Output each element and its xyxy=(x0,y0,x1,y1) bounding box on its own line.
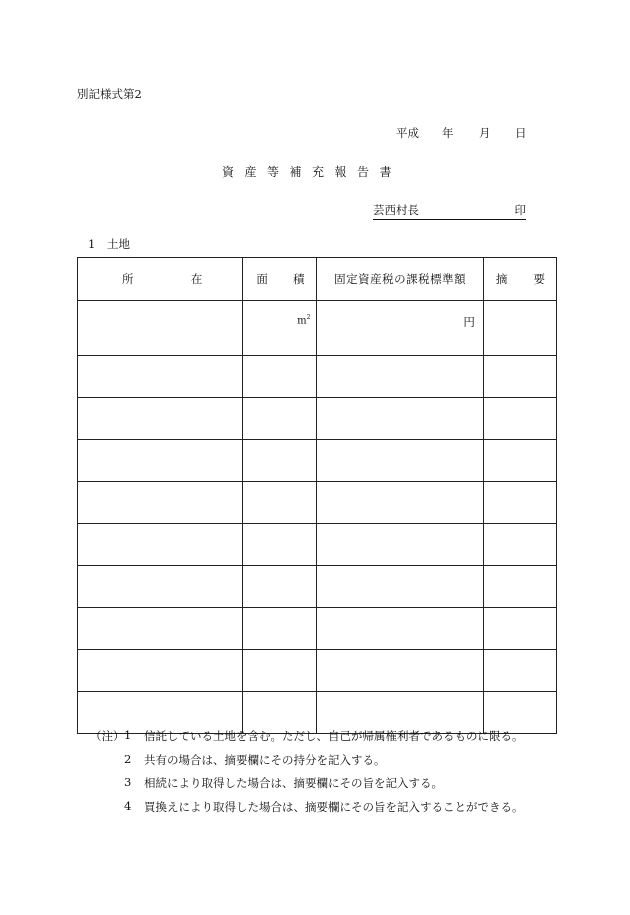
header-location xyxy=(78,258,243,301)
header-location-char2: 在 xyxy=(190,272,203,286)
note-number: 4 xyxy=(124,798,132,813)
addressee-line xyxy=(373,202,526,220)
remarks-cell[interactable] xyxy=(483,650,556,692)
table-row xyxy=(78,650,557,692)
header-remarks xyxy=(483,258,556,301)
area-cell[interactable] xyxy=(243,650,317,692)
table-row xyxy=(78,301,557,356)
table-row xyxy=(78,566,557,608)
remarks-cell[interactable] xyxy=(483,608,556,650)
addressee-name: 芸西村長 xyxy=(373,203,419,217)
header-area xyxy=(243,258,317,301)
location-cell[interactable] xyxy=(78,566,243,608)
area-cell[interactable] xyxy=(243,440,317,482)
section-title: 土地 xyxy=(107,237,130,251)
note-item xyxy=(90,799,524,823)
assessed-value-cell[interactable] xyxy=(317,566,483,608)
header-remarks-char1: 摘 xyxy=(495,272,508,286)
assessed-value-cell[interactable] xyxy=(317,440,483,482)
remarks-cell[interactable] xyxy=(483,524,556,566)
assessed-value-cell[interactable] xyxy=(317,650,483,692)
date-year: 年 xyxy=(442,126,454,140)
note-text: 共有の場合は、摘要欄にその持分を記入する。 xyxy=(144,752,386,767)
header-location-char1: 所 xyxy=(122,272,134,286)
note-text: 相続により取得した場合は、摘要欄にその旨を記入する。 xyxy=(144,776,443,790)
remarks-cell[interactable] xyxy=(483,566,556,608)
location-cell[interactable] xyxy=(78,398,243,440)
date-era: 平成 xyxy=(396,126,419,140)
location-cell[interactable] xyxy=(78,650,243,692)
location-cell[interactable] xyxy=(78,356,243,398)
table-row xyxy=(78,524,557,566)
location-cell[interactable] xyxy=(78,440,243,482)
area-cell[interactable] xyxy=(243,301,317,356)
area-cell[interactable] xyxy=(243,566,317,608)
header-assessed-value-label: 固定資産税の課税標準額 xyxy=(334,272,467,286)
table-row xyxy=(78,482,557,524)
assessed-value-cell[interactable] xyxy=(317,398,483,440)
date-day: 日 xyxy=(515,126,527,140)
note-item xyxy=(90,775,524,799)
form-code: 別記様式第2 xyxy=(77,87,142,101)
remarks-cell[interactable] xyxy=(483,440,556,482)
area-cell[interactable] xyxy=(243,482,317,524)
table-row xyxy=(78,356,557,398)
note-text: 信託している土地を含む。ただし、自己が帰属権利者であるものに限る。 xyxy=(144,729,524,743)
area-cell[interactable] xyxy=(243,398,317,440)
table-row xyxy=(78,440,557,482)
assessed-value-cell[interactable] xyxy=(317,524,483,566)
location-cell[interactable] xyxy=(78,301,243,356)
remarks-cell[interactable] xyxy=(483,482,556,524)
area-unit-superscript: 2 xyxy=(306,314,311,321)
assessed-value-cell[interactable] xyxy=(317,608,483,650)
header-remarks-char2: 要 xyxy=(533,272,545,286)
remarks-cell[interactable] xyxy=(483,301,556,356)
note-number: 2 xyxy=(124,751,132,766)
note-item xyxy=(90,752,524,776)
assessed-value-cell[interactable] xyxy=(317,482,483,524)
header-assessed-value xyxy=(317,258,483,301)
assessed-value-cell[interactable] xyxy=(317,356,483,398)
note-item xyxy=(90,728,524,752)
area-cell[interactable] xyxy=(243,608,317,650)
date-line xyxy=(396,125,535,141)
remarks-cell[interactable] xyxy=(483,398,556,440)
seal-mark: 印 xyxy=(514,203,526,217)
section-number: 1 xyxy=(88,237,96,251)
area-cell[interactable] xyxy=(243,524,317,566)
area-cell[interactable] xyxy=(243,356,317,398)
document-title: 資産等補充報告書 xyxy=(222,165,403,179)
table-header-row xyxy=(78,258,557,301)
location-cell[interactable] xyxy=(78,524,243,566)
location-cell[interactable] xyxy=(78,482,243,524)
notes-label: （注） xyxy=(90,729,125,743)
header-area-char2: 積 xyxy=(292,272,305,286)
land-table xyxy=(77,257,557,734)
remarks-cell[interactable] xyxy=(483,356,556,398)
table-row xyxy=(78,398,557,440)
location-cell[interactable] xyxy=(78,608,243,650)
date-month: 月 xyxy=(479,126,491,140)
note-text: 買換えにより取得した場合は、摘要欄にその旨を記入することができる。 xyxy=(144,799,524,814)
note-number: 1 xyxy=(124,728,132,742)
section-heading xyxy=(88,236,130,252)
assessed-value-cell[interactable] xyxy=(317,301,483,356)
table-row xyxy=(78,608,557,650)
notes-section xyxy=(90,728,524,822)
value-unit: 円 xyxy=(463,315,475,329)
area-unit: m xyxy=(297,315,307,327)
header-area-char1: 面 xyxy=(256,272,268,286)
note-number: 3 xyxy=(124,775,132,789)
